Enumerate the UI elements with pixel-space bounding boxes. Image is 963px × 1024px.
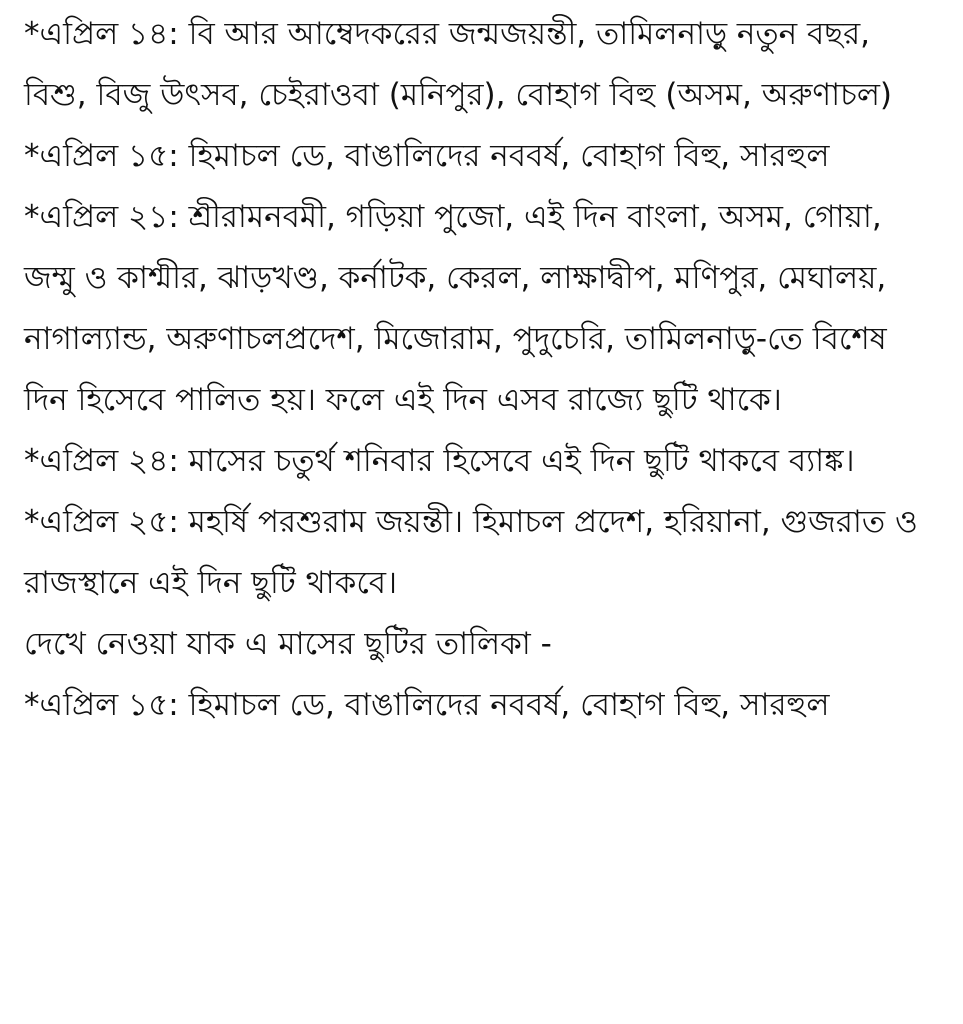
paragraph-april-15-repeat: *এপ্রিল ১৫: হিমাচল ডে, বাঙালিদের নববর্ষ, বোহাগ বিহু, সারহুল (24, 687, 830, 723)
paragraph-april-15: *এপ্রিল ১৫: হিমাচল ডে, বাঙালিদের নববর্ষ, বোহাগ বিহু, সারহুল (24, 138, 830, 174)
paragraph-april-24: *এপ্রিল ২৪: মাসের চতুর্থ শনিবার হিসেবে এই দিন ছুটি থাকবে ব্যাঙ্ক। (24, 443, 855, 479)
paragraph-april-14: *এপ্রিল ১৪: বি আর আম্বেদকরের জন্মজয়ন্তী, তামিলনাড়ু নতুন বছর, বিশু, বিজু উৎসব, চেইরাওবা (মনিপুর), বোহাগ বিহু (অসম, অরুণাচল) (24, 16, 893, 113)
paragraph-april-21: *এপ্রিল ২১: শ্রীরামনবমী, গড়িয়া পুজো, এই দিন বাংলা, অসম, গোয়া, জম্মু ও কাশ্মীর, ঝাড়খণ্ড, কর্নাটক, কেরল, লাক্ষাদ্বীপ, মণিপুর, মেঘালয়, নাগাল্যান্ড, অরুণাচলপ্রদেশ, মিজোরাম, পুদুচেরি, তামিলনাড়ু-তে বিশেষ দিন হিসেবে পালিত হয়। ফলে এই দিন এসব রাজ্যে ছুটি থাকে। (24, 199, 887, 418)
holiday-list-text (24, 4, 923, 736)
paragraph-april-25: *এপ্রিল ২৫: মহর্ষি পরশুরাম জয়ন্তী। হিমাচল প্রদেশ, হরিয়ানা, গুজরাত ও রাজস্থানে এই দিন ছুটি থাকবে। (24, 504, 918, 601)
paragraph-list-intro: দেখে নেওয়া যাক এ মাসের ছুটির তালিকা - (24, 626, 552, 662)
